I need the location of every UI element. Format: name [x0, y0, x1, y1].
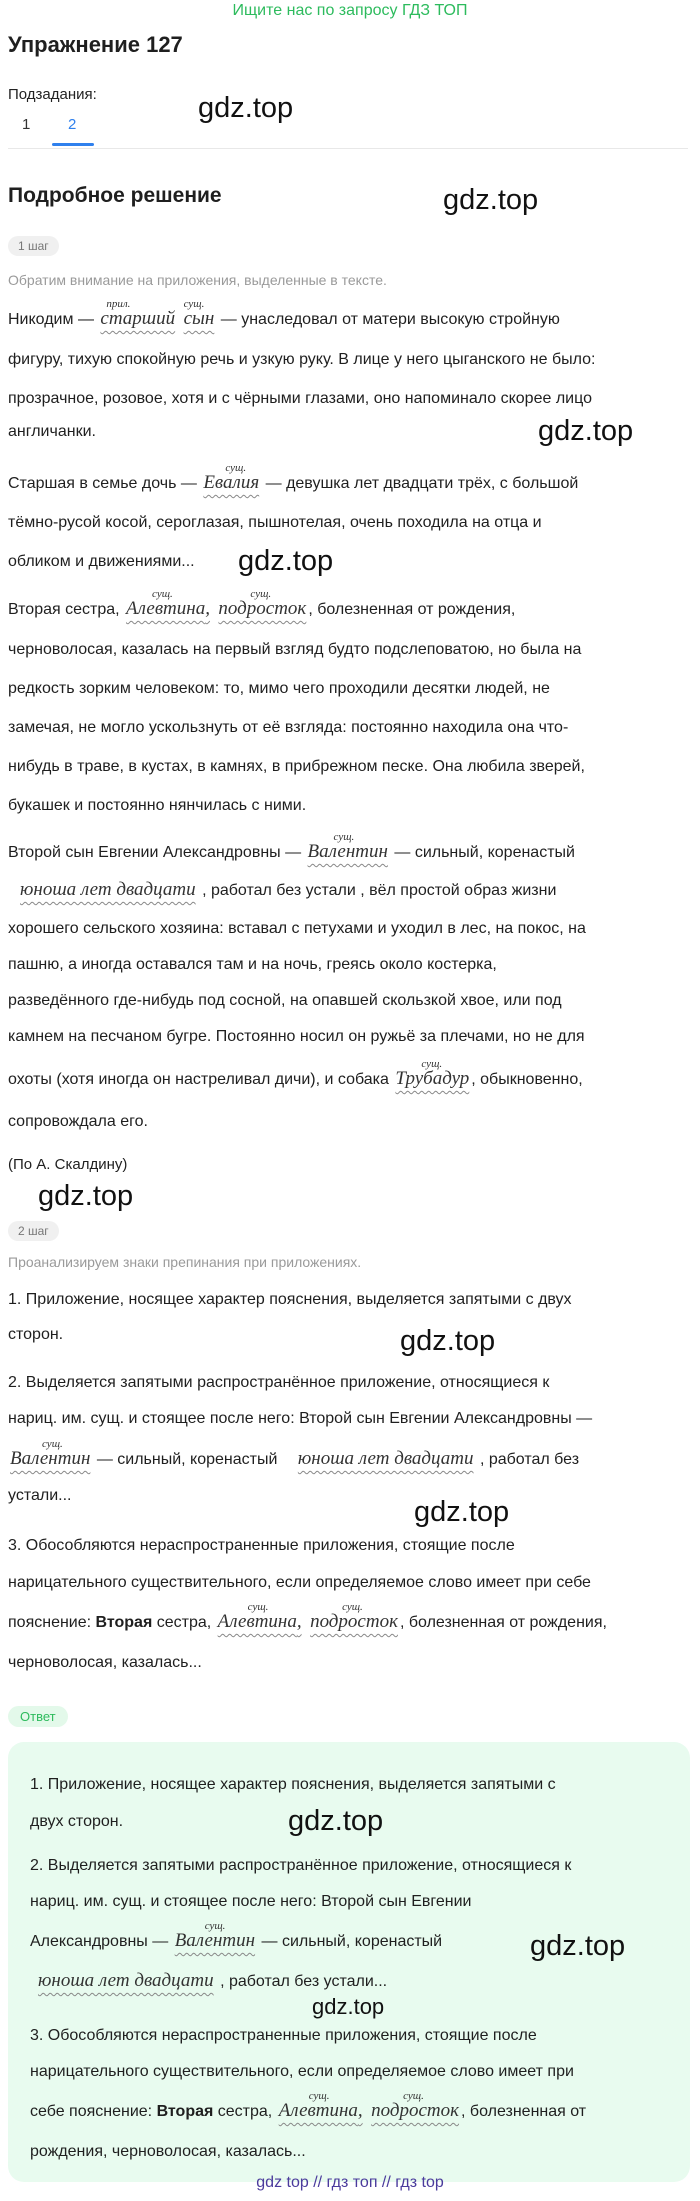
text-line: англичанки. [8, 423, 96, 440]
text-fragment: — сильный, коренастый [394, 844, 575, 861]
tab-subtask-1[interactable]: 1 [22, 116, 31, 133]
text-fragment: Старшая в семье дочь — [8, 475, 197, 492]
appendix-word: сущ. Евалия [201, 473, 261, 493]
watermark: gdz.top [238, 545, 334, 577]
text-fragment: — сильный, коренастый [96, 1451, 278, 1468]
answer-line: 1. Приложение, носящее характер пояснения, выделяется запятыми с [30, 1776, 556, 1793]
text-fragment: Никодим — [8, 311, 94, 328]
text-fragment: , обыкновенно, [471, 1071, 583, 1088]
appendix-phrase: юноша лет двадцати [38, 1970, 214, 1991]
solution-heading: Подробное решение [8, 184, 222, 207]
appendix-word: сущ. Алевтина, [216, 1612, 304, 1632]
text-line: нарицательного существительного, если определяемое слово имеет при себе [8, 1574, 591, 1591]
answer-line: рождения, черноволосая, казалась... [30, 2143, 306, 2160]
pos-label: сущ. [247, 1601, 269, 1613]
pos-label: сущ. [183, 298, 205, 310]
answer-line: нарицательного существительного, если определяемое слово имеет при [30, 2063, 574, 2080]
text-fragment: , работал без [479, 1451, 580, 1468]
appendix-word: сущ. подросток [308, 1612, 400, 1632]
text-fragment: , работал без устали... [220, 1973, 388, 1990]
bold-word: Вторая [95, 1614, 153, 1631]
text-line: нариц. им. сущ. и стоящее после него: Второй сын Евгении Александровны — [8, 1410, 593, 1427]
text-fragment: — унаследовал от матери высокую стройную [220, 311, 560, 328]
author-credit: (По А. Скалдину) [8, 1156, 128, 1173]
text-line: фигуру, тихую спокойную речь и узкую руку. В лице у него цыганского не было: [8, 351, 596, 368]
text-fragment: , болезненная от [461, 2103, 587, 2120]
active-tab-indicator [52, 143, 94, 146]
text-line: камнем на песчаном бугре. Постоянно носил он ружьё за плечами, но не для [8, 1028, 585, 1045]
watermark: gdz.top [198, 92, 294, 124]
text-fragment: себе пояснение: [30, 2103, 153, 2120]
text-line: редкость зорким человеком: то, мимо чего проходили десятки людей, не [8, 680, 550, 697]
text-fragment: пояснение: [8, 1614, 92, 1631]
text-line [8, 833, 688, 872]
text-line: 3. Обособляются нераспространенные приложения, стоящие после [8, 1537, 515, 1554]
watermark: gdz.top [538, 415, 634, 447]
appendix-word: сущ. сын [182, 309, 217, 329]
tab-subtask-2[interactable]: 2 [68, 116, 77, 133]
text-fragment: , болезненная от рождения, [399, 1614, 607, 1631]
pos-label: сущ. [204, 1920, 226, 1932]
text-line: букашек и постоянно нянчилась с ними. [8, 797, 307, 814]
text-line: прозрачное, розовое, хотя и с чёрными глазами, оно напоминало скорее лицо [8, 390, 592, 407]
text-line [8, 590, 688, 629]
text-line: тёмно-русой косой, сероглазая, пышнотелая, очень походила на отца и [8, 514, 542, 531]
appendix-phrase: юноша лет двадцати [20, 879, 196, 900]
text-line: устали... [8, 1487, 72, 1504]
text-line: обликом и движениями... [8, 553, 195, 570]
pos-label: сущ. [250, 588, 272, 600]
text-line: черноволосая, казалась на первый взгляд будто подслеповатою, но была на [8, 641, 582, 658]
appendix-word: сущ. Трубадур [393, 1069, 471, 1089]
watermark: gdz.top [38, 1180, 134, 1212]
answer-line: 3. Обособляются нераспространенные приложения, стоящие после [30, 2027, 537, 2044]
promo-banner[interactable]: Ищите нас по запросу ГДЗ ТОП [232, 2, 468, 19]
pos-label: сущ. [42, 1438, 63, 1450]
text-line [8, 1603, 688, 1642]
pos-label: сущ. [308, 2090, 330, 2102]
text-fragment: Вторая сестра, [8, 601, 120, 618]
text-line: разведённого где-нибудь под сосной, на опавшей скользкой хвое, или под [8, 992, 562, 1009]
page-title: Упражнение 127 [8, 32, 183, 57]
answer-line: двух сторон. [30, 1813, 124, 1830]
text-fragment: — девушка лет двадцати трёх, с большой [265, 475, 579, 492]
text-fragment: , работал без устали , вёл простой образ жизни [202, 882, 557, 899]
step-intro: Проанализируем знаки препинания при приложениях. [8, 1254, 362, 1270]
text-fragment: охоты (хотя иногда он настреливал дичи), и собака [8, 1071, 389, 1088]
text-line: 1. Приложение, носящее характер пояснения, выделяется запятыми с двух [8, 1291, 572, 1308]
bold-word: Вторая [156, 2103, 214, 2120]
text-line: замечая, не могло ускользнуть от её взгляда: постоянно находила она что- [8, 719, 569, 736]
appendix-word: сущ. Валентин [8, 1449, 92, 1469]
watermark: gdz.top [530, 1930, 626, 1962]
watermark: gdz.top [414, 1496, 510, 1528]
text-line: сопровождала его. [8, 1113, 148, 1130]
subtasks-label: Подзадания: [8, 86, 97, 103]
appendix-word: сущ. подросток [369, 2101, 461, 2121]
text-line: 2. Выделяется запятыми распространённое приложение, относящиеся к [8, 1374, 550, 1391]
answer-line [30, 1922, 490, 1961]
text-line [8, 1440, 688, 1479]
appendix-word: сущ. Алевтина, [277, 2101, 365, 2121]
answer-line: нариц. им. сущ. и стоящее после него: Второй сын Евгении [30, 1893, 472, 1910]
answer-line [30, 2092, 680, 2131]
appendix-word: сущ. подросток [216, 599, 308, 619]
appendix-word: прил. старший [98, 309, 177, 329]
footer-links[interactable]: gdz top // гдз топ // гдз top [256, 2174, 444, 2191]
text-line: нибудь в траве, в кустах, в камнях, в прибрежном песке. Она любила зверей, [8, 758, 585, 775]
step-badge: 2 шаг [8, 1221, 59, 1241]
text-line [8, 464, 688, 503]
text-fragment: , болезненная от рождения, [308, 601, 516, 618]
pos-label: сущ. [403, 2090, 424, 2102]
watermark: gdz.top [443, 184, 539, 216]
appendix-word: сущ. Алевтина, [124, 599, 212, 619]
pos-label: сущ. [152, 588, 173, 600]
pos-label: прил. [106, 298, 131, 310]
text-line: хорошего сельского хозяина: вставал с петухами и уходил в лес, на покос, на [8, 920, 586, 937]
appendix-phrase: юноша лет двадцати [297, 1448, 474, 1469]
watermark: gdz.top [288, 1805, 384, 1837]
watermark: gdz.top [312, 1994, 385, 2019]
text-fragment: сестра, [217, 2103, 273, 2120]
answer-line: 2. Выделяется запятыми распространённое приложение, относящиеся к [30, 1857, 572, 1874]
text-line [8, 300, 688, 339]
text-fragment: — сильный, коренастый [261, 1933, 443, 1950]
appendix-word: сущ. Валентин [306, 842, 390, 862]
watermark: gdz.top [400, 1325, 496, 1357]
step-intro: Обратим внимание на приложения, выделенные в тексте. [8, 272, 387, 288]
pos-label: сущ. [342, 1601, 363, 1613]
answer-badge: Ответ [8, 1706, 68, 1727]
divider [8, 148, 688, 149]
step-badge: 1 шаг [8, 236, 59, 256]
appendix-word: сущ. Валентин [173, 1931, 257, 1951]
text-line [8, 871, 688, 910]
text-line: пашню, а иногда оставался там и на ночь, греясь около костерка, [8, 956, 497, 973]
pos-label: сущ. [225, 462, 247, 474]
text-line: сторон. [8, 1326, 64, 1343]
text-fragment: сестра, [156, 1614, 212, 1631]
text-line [8, 1060, 688, 1099]
text-fragment: Александровны — [30, 1933, 169, 1950]
pos-label: сущ. [421, 1058, 443, 1070]
text-fragment: Второй сын Евгении Александровны — [8, 844, 302, 861]
pos-label: сущ. [333, 831, 355, 843]
text-line: черноволосая, казалась... [8, 1654, 202, 1671]
